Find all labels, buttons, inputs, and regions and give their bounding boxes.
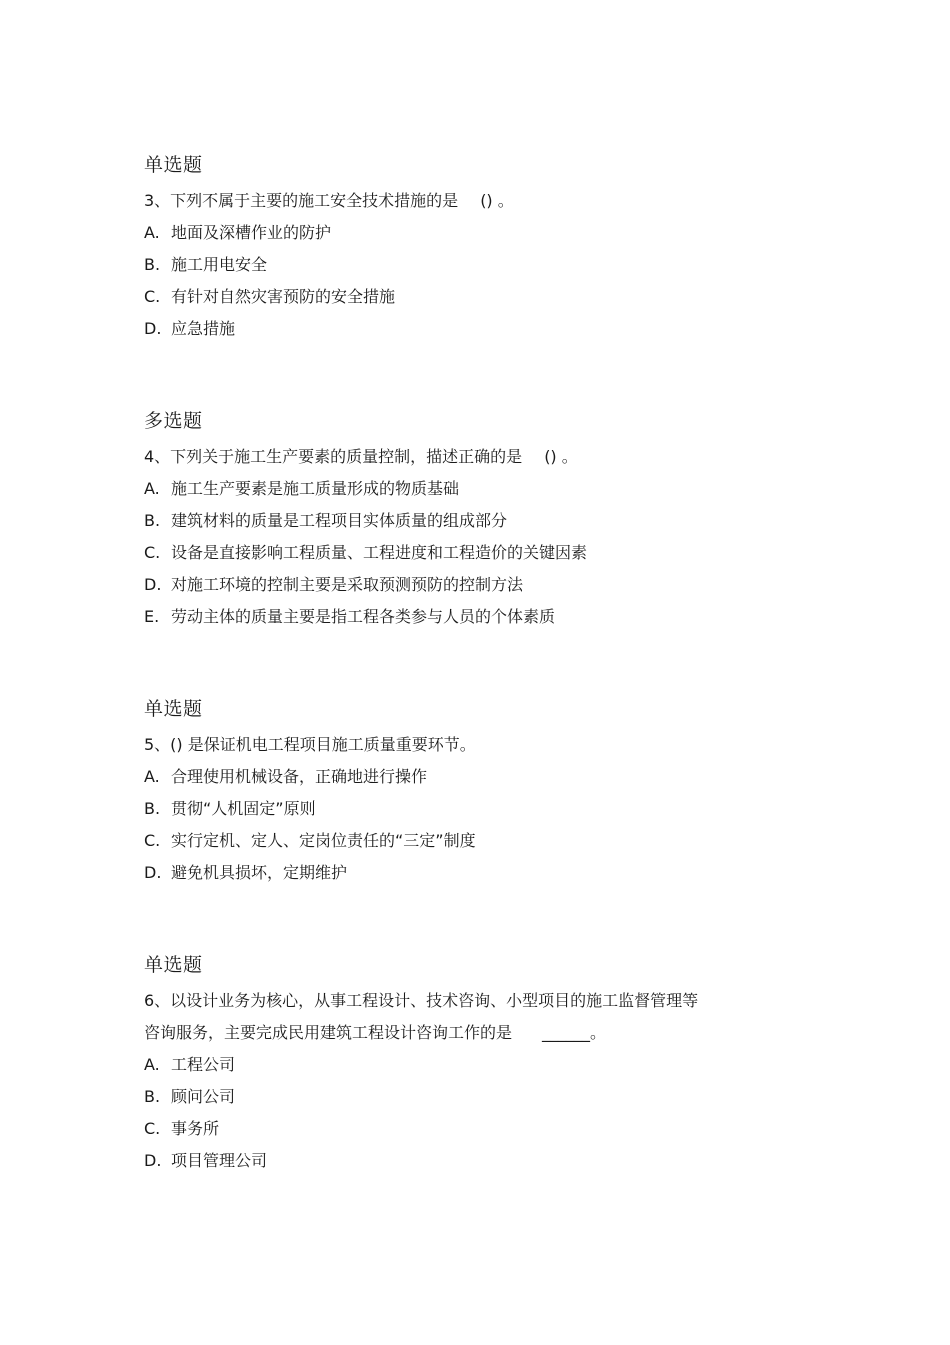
question-text: 咨询服务，主要完成民用建筑工程设计咨询工作的是	[144, 1023, 513, 1042]
option-a	[144, 1049, 784, 1081]
option-text: 避免机具损坏，定期维护	[171, 863, 348, 882]
option-a	[144, 473, 784, 505]
option-letter: A.	[144, 1055, 160, 1074]
question-type: 单选题	[144, 154, 203, 176]
option-letter: B.	[144, 255, 161, 274]
question-block-3	[144, 153, 784, 345]
option-b	[144, 249, 784, 281]
option-letter: A.	[144, 767, 160, 786]
option-letter: B.	[144, 1087, 161, 1106]
option-c	[144, 825, 784, 857]
question-stem-line-2	[144, 1017, 784, 1049]
option-d	[144, 313, 784, 345]
option-text: 实行定机、定人、定岗位责任的“三定”制度	[171, 831, 476, 850]
option-letter: D.	[144, 575, 162, 594]
option-text: 施工用电安全	[171, 255, 268, 274]
option-text: 贯彻“人机固定”原则	[171, 799, 316, 818]
answer-blank: () 。	[544, 447, 578, 466]
option-c	[144, 1113, 784, 1145]
option-text: 项目管理公司	[171, 1151, 268, 1170]
option-letter: A.	[144, 223, 160, 242]
option-letter: C.	[144, 543, 161, 562]
question-block-4	[144, 409, 784, 633]
question-stem	[144, 441, 784, 473]
option-text: 事务所	[171, 1119, 220, 1138]
question-stem	[144, 729, 784, 761]
option-e	[144, 601, 784, 633]
question-text: 4、下列关于施工生产要素的质量控制，描述正确的是	[144, 447, 523, 466]
option-text: 工程公司	[171, 1055, 236, 1074]
option-b	[144, 1081, 784, 1113]
option-letter: E.	[144, 607, 160, 626]
option-letter: B.	[144, 799, 161, 818]
question-text: 5、() 是保证机电工程项目施工质量重要环节。	[144, 735, 476, 754]
question-stem-line-1: 6、以设计业务为核心，从事工程设计、技术咨询、小型项目的施工监督管理等	[144, 991, 699, 1010]
option-text: 建筑材料的质量是工程项目实体质量的组成部分	[171, 511, 508, 530]
answer-blank: ______。	[542, 1023, 607, 1042]
question-text: 3、下列不属于主要的施工安全技术措施的是	[144, 191, 459, 210]
option-c	[144, 281, 784, 313]
option-a	[144, 761, 784, 793]
option-text: 对施工环境的控制主要是采取预测预防的控制方法	[171, 575, 524, 594]
option-text: 有针对自然灾害预防的安全措施	[171, 287, 396, 306]
option-text: 合理使用机械设备，正确地进行操作	[171, 767, 428, 786]
option-c	[144, 537, 784, 569]
option-d	[144, 569, 784, 601]
question-block-5	[144, 697, 784, 889]
option-text: 地面及深槽作业的防护	[171, 223, 332, 242]
option-letter: C.	[144, 831, 161, 850]
option-b	[144, 505, 784, 537]
option-text: 应急措施	[171, 319, 236, 338]
question-block-6	[144, 953, 784, 1177]
option-letter: D.	[144, 863, 162, 882]
option-text: 设备是直接影响工程质量、工程进度和工程造价的关键因素	[171, 543, 588, 562]
question-stem	[144, 185, 784, 217]
option-text: 劳动主体的质量主要是指工程各类参与人员的个体素质	[171, 607, 556, 626]
question-type: 单选题	[144, 954, 203, 976]
option-letter: D.	[144, 1151, 162, 1170]
option-d	[144, 857, 784, 889]
option-text: 施工生产要素是施工质量形成的物质基础	[171, 479, 460, 498]
option-text: 顾问公司	[171, 1087, 236, 1106]
option-letter: B.	[144, 511, 161, 530]
option-letter: D.	[144, 319, 162, 338]
option-letter: C.	[144, 1119, 161, 1138]
option-a	[144, 217, 784, 249]
option-d	[144, 1145, 784, 1177]
option-b	[144, 793, 784, 825]
option-letter: C.	[144, 287, 161, 306]
option-letter: A.	[144, 479, 160, 498]
question-type: 单选题	[144, 698, 203, 720]
question-type: 多选题	[144, 410, 203, 432]
answer-blank: () 。	[480, 191, 514, 210]
